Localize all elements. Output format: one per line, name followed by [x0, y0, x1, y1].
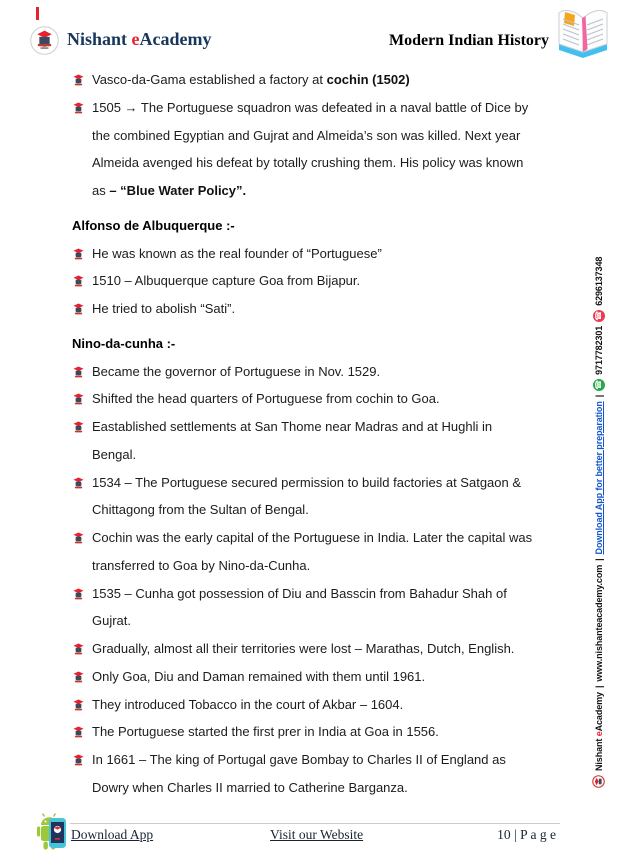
- bullet-logo-icon: [73, 303, 84, 315]
- body-line: Almeida avenged his defeat by totally crushing them. His policy was known: [92, 155, 524, 171]
- bullet-logo-icon: [73, 275, 84, 287]
- body-line: as – “Blue Water Policy”.: [92, 183, 247, 198]
- body-line: Bengal.: [92, 446, 137, 462]
- bullet-item: [72, 413, 564, 469]
- page-title: Modern Indian History: [388, 32, 549, 49]
- bullet-item: [72, 691, 564, 719]
- sidebar-phone-2: 6296137348: [593, 256, 604, 306]
- body-line: Eastablished settlements at San Thome near Madras and at Hughli in: [72, 413, 564, 441]
- sidebar-separator: |: [593, 558, 604, 561]
- open-book-icon: [555, 5, 611, 61]
- body-line: He tried to abolish “Sati”.: [72, 295, 564, 323]
- red-caret-mark: [36, 7, 39, 20]
- visit-website-link[interactable]: Visit our Website: [270, 827, 364, 842]
- vertical-sidebar: [592, 232, 605, 788]
- body-line: 1535 – Cunha got possession of Diu and Basscin from Bahadur Shah of: [72, 580, 564, 608]
- body-line: Alfonso de Albuquerque :-: [72, 217, 235, 233]
- sidebar-separator: |: [593, 685, 604, 689]
- content-flow: [72, 66, 564, 802]
- bullet-item: [72, 524, 564, 580]
- sidebar-separator: |: [593, 394, 604, 398]
- bullet-logo-icon: [73, 74, 84, 86]
- bullet-item: [72, 267, 564, 295]
- bullet-item: [72, 385, 564, 413]
- phone-icon: ☎: [593, 310, 603, 321]
- sidebar-website: www.nishanteacademy.com: [593, 564, 604, 682]
- bullet-logo-icon: [73, 671, 84, 683]
- bullet-logo-icon: [73, 393, 84, 405]
- bullet-logo-icon: [73, 699, 84, 711]
- sidebar-phone-1: 9717782301: [593, 325, 604, 375]
- sidebar-download-app-link[interactable]: Download App for better preparation: [593, 401, 604, 555]
- body-line: They introduced Tobacco in the court of Akbar – 1604.: [72, 691, 564, 719]
- download-app-link[interactable]: Download App: [71, 827, 154, 842]
- bullet-item: [72, 295, 564, 323]
- bullet-logo-icon: [73, 102, 84, 114]
- body-line: Cochin was the early capital of the Portuguese in India. Later the capital was: [72, 524, 564, 552]
- bullet-item: [72, 358, 564, 386]
- page-number: 10 | P a g e: [497, 827, 556, 842]
- section-heading: [72, 212, 564, 240]
- whatsapp-icon: ☎: [593, 379, 603, 390]
- body-line: 1505 → The Portuguese squadron was defeated in a naval battle of Dice by: [72, 94, 564, 122]
- brand-logo-icon: [30, 26, 59, 55]
- body-line: 1534 – The Portuguese secured permission to build factories at Satgaon &: [72, 469, 564, 497]
- body-line: Gujrat.: [92, 613, 132, 629]
- bullet-item: [72, 635, 564, 663]
- body-line: 1510 – Albuquerque capture Goa from Bijapur.: [72, 267, 564, 295]
- sidebar-brand: Nishant eAcademy: [593, 692, 604, 771]
- body-line: Shifted the head quarters of Portuguese from cochin to Goa.: [72, 385, 564, 413]
- bullet-logo-icon: [73, 366, 84, 378]
- bullet-logo-icon: [73, 643, 84, 655]
- bullet-item: [72, 663, 564, 691]
- bullet-item: [72, 469, 564, 525]
- section-heading: [72, 330, 564, 358]
- bullet-item: [72, 240, 564, 268]
- bullet-item: [72, 580, 564, 636]
- bullet-logo-icon: [73, 421, 84, 433]
- bullet-logo-icon: [73, 754, 84, 766]
- bullet-item: [72, 66, 564, 94]
- body-line: the combined Egyptian and Gujrat and Almeida’s son was killed. Next year: [92, 127, 521, 143]
- bullet-logo-icon: [73, 532, 84, 544]
- body-line: Dowry when Charles II married to Catherine Barganza.: [92, 779, 408, 795]
- bullet-item: [72, 746, 564, 802]
- body-line: Only Goa, Diu and Daman remained with them until 1961.: [72, 663, 564, 691]
- bullet-logo-icon: [73, 588, 84, 600]
- body-line: Vasco-da-Gama established a factory at cochin (1502): [72, 66, 564, 94]
- body-line: Nino-da-cunha :-: [72, 335, 176, 351]
- body-line: Chittagong from the Sultan of Bengal.: [92, 502, 309, 518]
- brand-wordmark: Nishant eAcademy: [67, 29, 212, 49]
- bullet-logo-icon: [73, 248, 84, 260]
- bullet-logo-icon: [73, 477, 84, 489]
- academy-logo-icon: [592, 775, 605, 788]
- body-line: transferred to Goa by Nino-da-Cunha.: [92, 557, 311, 573]
- body-line: Gradually, almost all their territories were lost – Marathas, Dutch, English.: [72, 635, 564, 663]
- body-line: Became the governor of Portuguese in Nov. 1529.: [72, 358, 564, 386]
- body-line: The Portuguese started the first prer in India at Goa in 1556.: [72, 718, 564, 746]
- android-app-icon: [32, 812, 68, 852]
- bullet-logo-icon: [73, 726, 84, 738]
- body-line: He was known as the real founder of “Portuguese”: [72, 240, 564, 268]
- body-line: In 1661 – The king of Portugal gave Bombay to Charles II of England as: [72, 746, 564, 774]
- bullet-item: [72, 94, 564, 205]
- footer-divider: [70, 823, 560, 824]
- bullet-item: [72, 718, 564, 746]
